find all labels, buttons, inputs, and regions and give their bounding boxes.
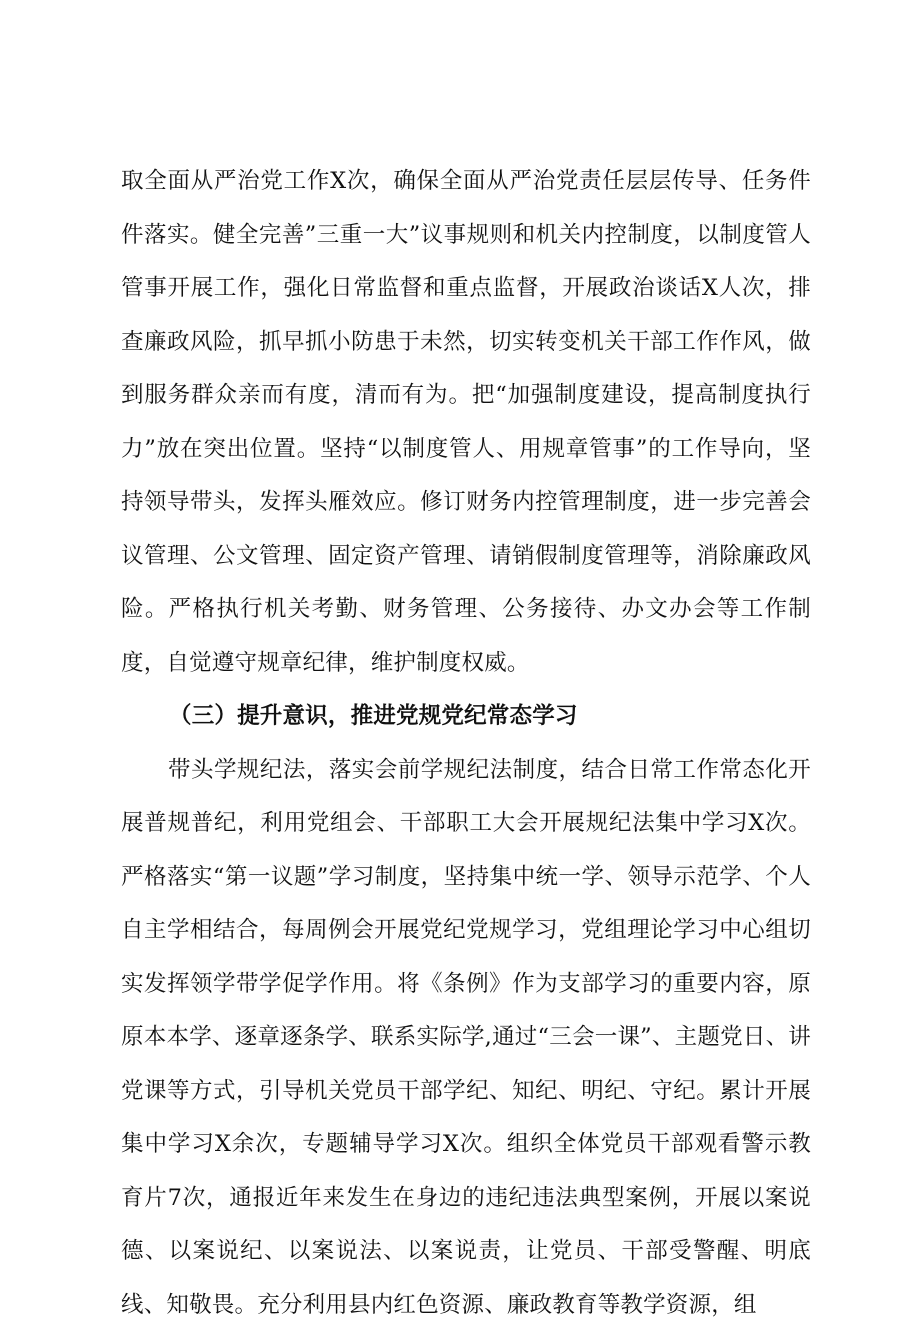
paragraph-continued: 取全面从严治党工作X次，确保全面从严治党责任层层传导、任务件件落实。健全完善”三重一大”议事规则和机关内控制度，以制度管人管事开展工作，强化日常监督和重点监督，开展政治谈话X人次，排查廉政风险，抓早抓小防患于未然，切实转变机关干部工作作风，做到服务群众亲而有度，清而有为。把“加强制度建设，提高制度执行力”放在突出位置。坚持“以制度管人、用规章管事”的工作导向，坚持领导带头，发挥头雁效应。修订财务内控管理制度，进一步完善会议管理、公文管理、固定资产管理、请销假制度管理等，消除廉政风险。严格执行机关考勤、财务管理、公务接待、办文办会等工作制度，自觉遵守规章纪律，维护制度权威。 xyxy=(121,155,811,690)
paragraph-study: 带头学规纪法，落实会前学规纪法制度，结合日常工作常态化开展普规普纪，利用党组会、干部职工大会开展规纪法集中学习X次。严格落实“第一议题”学习制度，坚持集中统一学、领导示范学、个人自主学相结合，每周例会开展党纪党规学习，党组理论学习中心组切实发挥领学带学促学作用。将《条例》作为支部学习的重要内容，原原本本学、逐章逐条学、联系实际学,通过“三会一课”、主题党日、讲党课等方式，引导机关党员干部学纪、知纪、明纪、守纪。累计开展集中学习X余次，专题辅导学习X次。组织全体党员干部观看警示教育片7次，通报近年来发生在身边的违纪违法典型案例，开展以案说德、以案说纪、以案说法、以案说责，让党员、干部受警醒、明底线、知敬畏。充分利用县内红色资源、廉政教育等教学资源，组 xyxy=(121,744,811,1332)
section-heading: （三）提升意识，推进党规党纪常态学习 xyxy=(121,690,811,744)
document-body xyxy=(121,155,811,1332)
